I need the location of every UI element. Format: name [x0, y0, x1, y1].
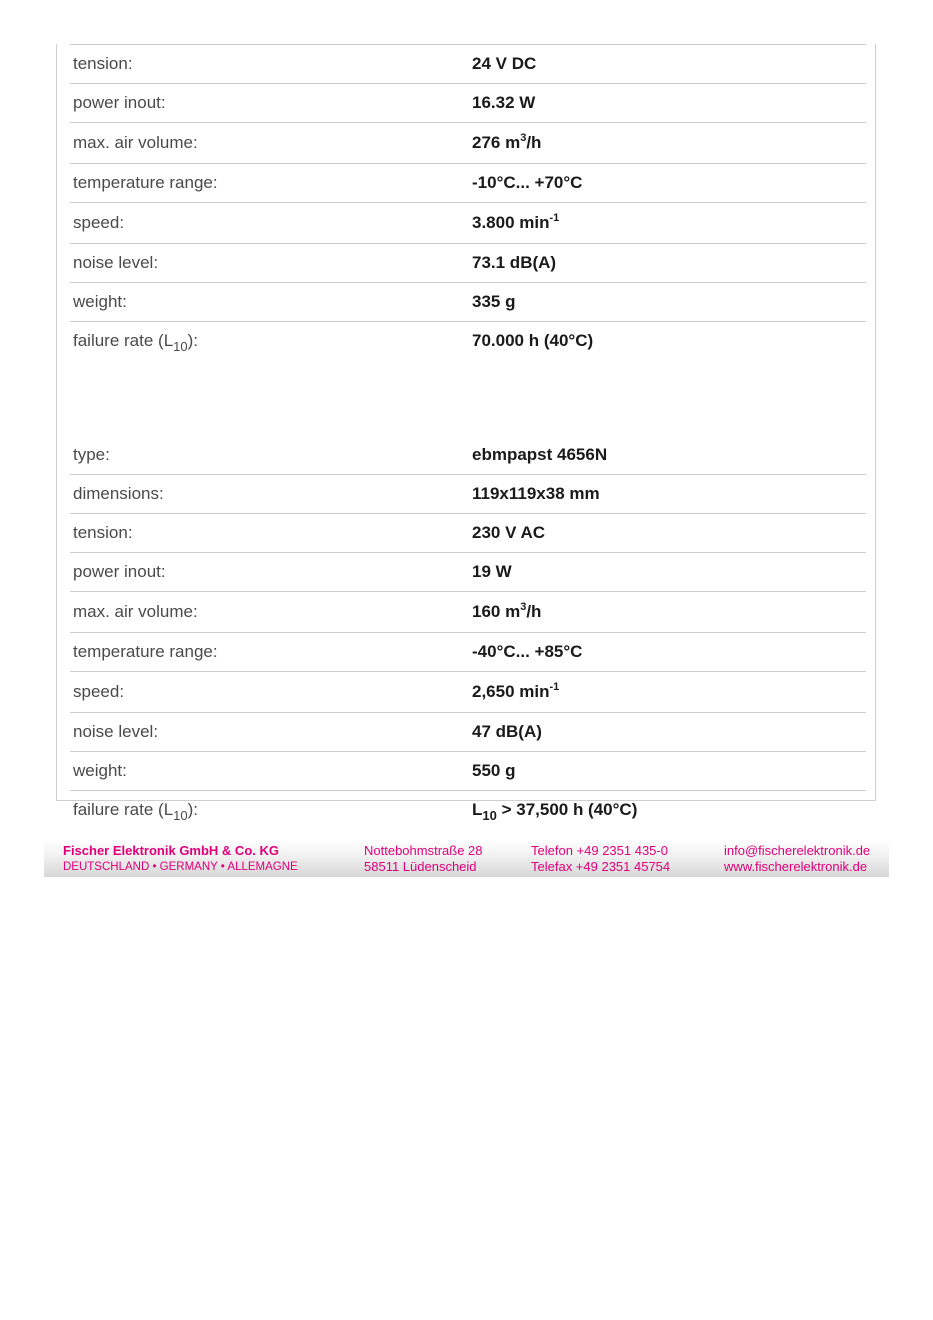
value-text-suffix: /h — [526, 133, 542, 152]
spec-row — [70, 553, 866, 592]
spec-row — [70, 84, 866, 123]
address-city: 58511 Lüdenscheid — [364, 859, 477, 874]
label-subscript: 10 — [173, 339, 188, 354]
fax-number: Telefax +49 2351 45754 — [531, 859, 671, 874]
spec-label: max. air volume: — [70, 592, 469, 633]
value-superscript: -1 — [549, 681, 560, 693]
spec-value: 47 dB(A) — [469, 713, 866, 752]
spec-value: 19 W — [469, 553, 866, 592]
email-link[interactable]: info@fischerelektronik.de — [724, 843, 871, 858]
footer-phone-block — [531, 843, 670, 875]
spec-row — [70, 514, 866, 553]
spec-value: 119x119x38 mm — [469, 475, 866, 514]
spec-table-1 — [70, 44, 866, 360]
spec-table-2 — [70, 436, 866, 829]
label-text-suffix: ): — [187, 331, 199, 350]
spec-row — [70, 633, 866, 672]
spec-label — [70, 322, 469, 361]
spec-value: 70.000 h (40°C) — [472, 331, 594, 350]
spec-value — [469, 672, 866, 713]
spec-box — [56, 44, 876, 823]
value-text-suffix: /h — [526, 602, 542, 621]
footer-address-block — [364, 843, 483, 875]
spec-label: power inout: — [70, 553, 469, 592]
website-link[interactable]: www.fischerelektronik.de — [724, 859, 868, 874]
spec-value — [469, 203, 866, 244]
spec-label: temperature range: — [70, 633, 469, 672]
spec-row — [70, 164, 866, 203]
value-superscript: -1 — [549, 212, 560, 224]
footer-company-block — [63, 843, 298, 875]
spec-row — [70, 203, 866, 244]
spec-row — [70, 45, 866, 84]
spec-label: max. air volume: — [70, 123, 469, 164]
value-subscript: 10 — [482, 808, 497, 823]
spec-value — [469, 791, 866, 830]
spec-row — [70, 283, 866, 322]
value-text-suffix: > 37,500 h (40°C) — [496, 800, 638, 819]
value-superscript: 3 — [520, 132, 527, 144]
spec-value: -40°C... +85°C — [469, 633, 866, 672]
spec-label: noise level: — [70, 244, 469, 283]
spec-label: speed: — [70, 203, 469, 244]
phone-number: Telefon +49 2351 435-0 — [531, 843, 668, 858]
footer-contact-block — [724, 843, 870, 875]
value-text: 2,650 min — [472, 682, 550, 701]
value-text: L — [472, 800, 483, 819]
spec-row — [70, 592, 866, 633]
company-country: DEUTSCHLAND • GERMANY • ALLEMAGNE — [63, 861, 298, 873]
spec-label: weight: — [70, 283, 469, 322]
value-text: 276 m — [472, 133, 521, 152]
address-street: Nottebohmstraße 28 — [364, 843, 483, 858]
spec-row — [70, 123, 866, 164]
spec-row — [70, 752, 866, 791]
spec-value: -10°C... +70°C — [469, 164, 866, 203]
spec-label: weight: — [70, 752, 469, 791]
spec-row — [70, 322, 866, 361]
spec-value — [469, 123, 866, 164]
value-superscript: 3 — [520, 601, 527, 613]
spec-value: 73.1 dB(A) — [469, 244, 866, 283]
spec-label: tension: — [70, 45, 469, 84]
spec-row — [70, 436, 866, 475]
spec-row — [70, 475, 866, 514]
footer-band — [44, 839, 889, 877]
spec-label: temperature range: — [70, 164, 469, 203]
spec-value: ebmpapst 4656N — [469, 436, 866, 475]
spec-label: tension: — [70, 514, 469, 553]
spec-value: 230 V AC — [469, 514, 866, 553]
value-text: 3.800 min — [472, 213, 550, 232]
label-text: failure rate (L — [73, 331, 174, 350]
spec-label: power inout: — [70, 84, 469, 123]
label-text-suffix: ): — [187, 800, 199, 819]
spec-row — [70, 713, 866, 752]
spec-value: 16.32 W — [469, 84, 866, 123]
company-name: Fischer Elektronik GmbH & Co. KG — [63, 843, 279, 858]
value-text: 160 m — [472, 602, 521, 621]
label-text: failure rate (L — [73, 800, 174, 819]
spec-label: noise level: — [70, 713, 469, 752]
spec-value: 335 g — [469, 283, 866, 322]
spec-value — [469, 592, 866, 633]
spec-label — [70, 791, 469, 830]
spec-label: dimensions: — [70, 475, 469, 514]
spec-label: type: — [70, 436, 469, 475]
spec-value: 24 V DC — [469, 45, 866, 84]
spec-row — [70, 672, 866, 713]
spec-label: speed: — [70, 672, 469, 713]
spec-value: 550 g — [469, 752, 866, 791]
spec-row — [70, 244, 866, 283]
spec-row — [70, 791, 866, 830]
label-subscript: 10 — [173, 808, 188, 823]
